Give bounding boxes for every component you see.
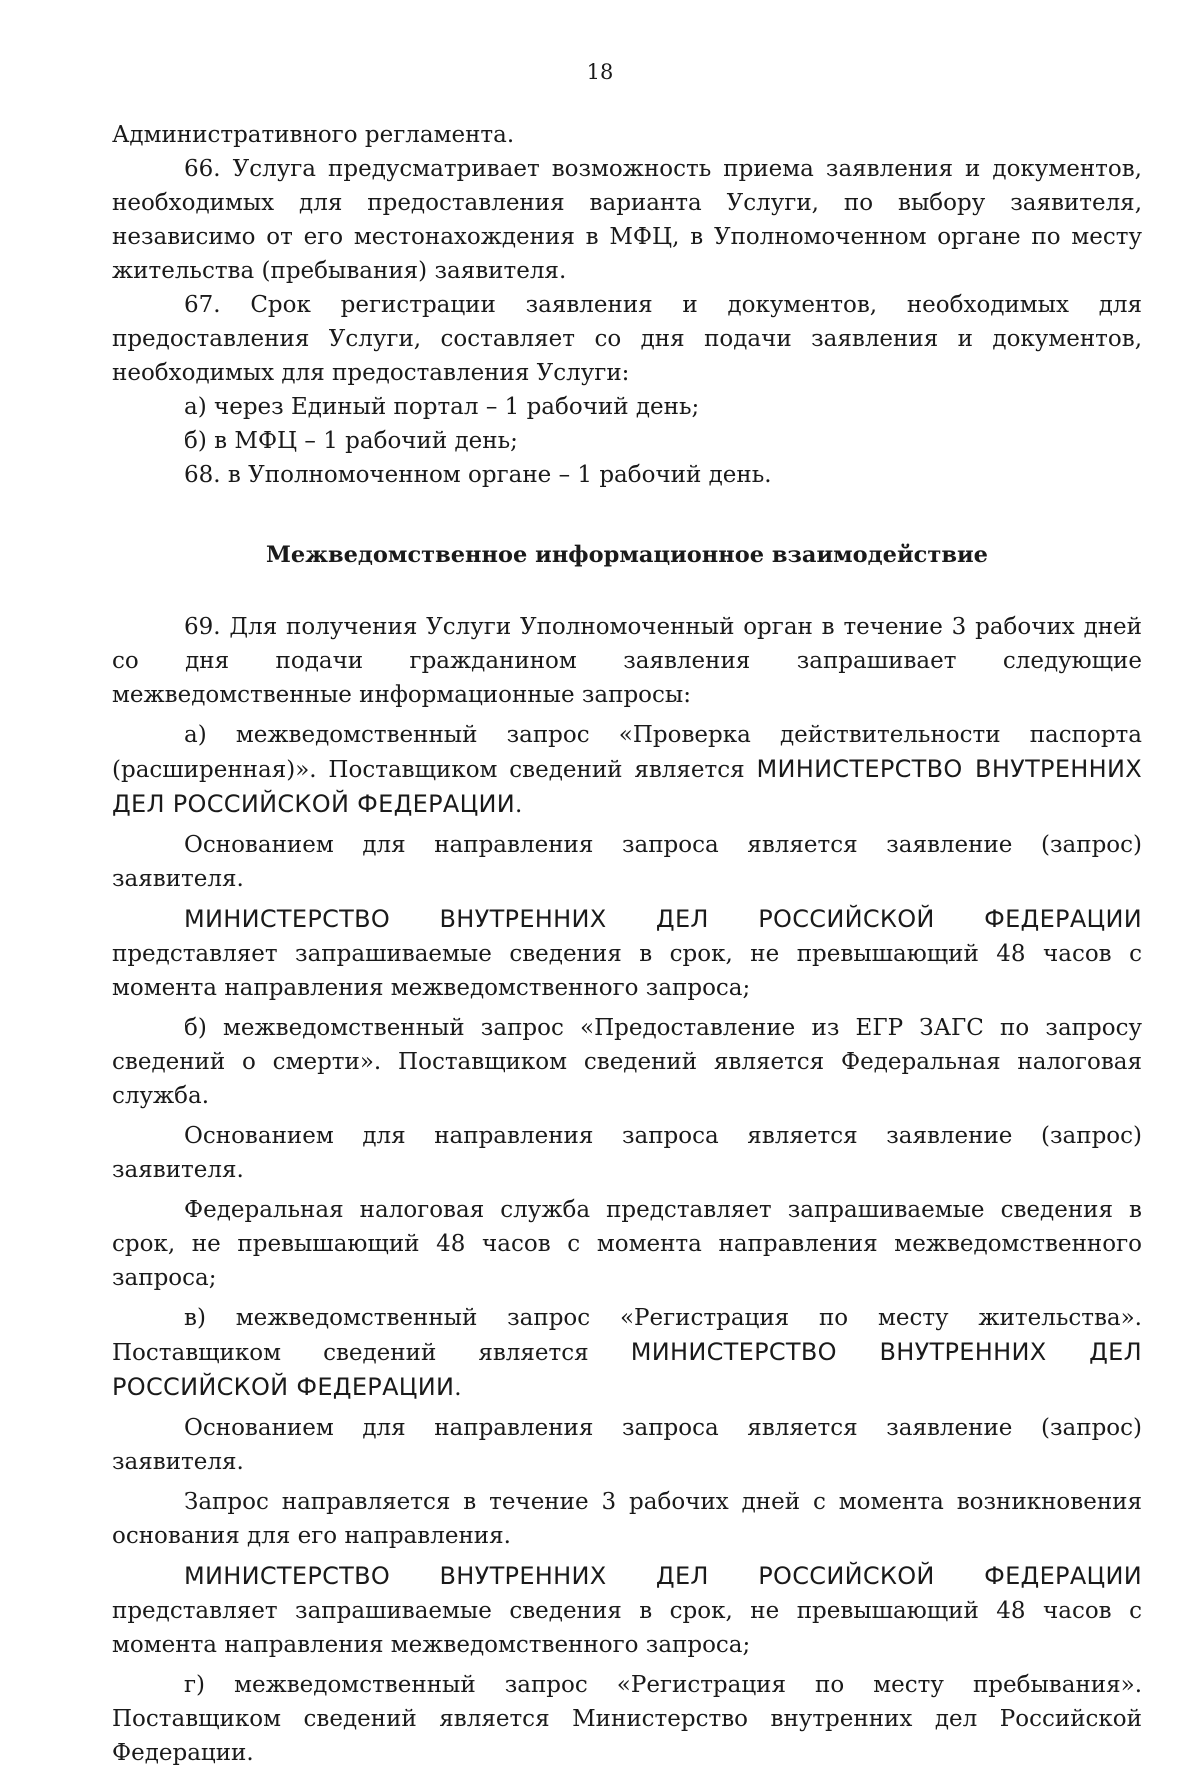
paragraph-continuation: Административного регламента. — [112, 122, 515, 148]
paragraph-69-c-timing: Запрос направляется в течение 3 рабочих дней с момента возникновения основания для его направления. — [112, 1489, 1142, 1549]
paragraph-69-b: б) межведомственный запрос «Предоставление из ЕГР ЗАГС по запросу сведений о смерти». Поставщиком сведений является Федеральная налоговая служба. — [112, 1015, 1142, 1109]
paragraph-69-c-end: . — [454, 1375, 462, 1401]
paragraph-66: 66. Услуга предусматривает возможность приема заявления и документов, необходимых для предоставления варианта Услуги, по выбору заявителя, независимо от его местонахождения в МФЦ, в Уполномоченном органе по месту жительства (пребывания) заявителя. — [112, 156, 1142, 284]
paragraph-69-b-provide: Федеральная налоговая служба представляет запрашиваемые сведения в срок, не превышающий 48 часов с момента направления межведомственного запроса; — [112, 1197, 1142, 1291]
paragraph-69-a-provide — [112, 902, 1142, 1005]
ministry-name: МИНИСТЕРСТВО ВНУТРЕННИХ ДЕЛ РОССИЙСКОЙ ФЕДЕРАЦИИ — [184, 905, 1142, 933]
ministry-name: МИНИСТЕРСТВО ВНУТРЕННИХ ДЕЛ РОССИЙСКОЙ ФЕДЕРАЦИИ — [112, 755, 1142, 818]
paragraph-69-a-provide-text: представляет запрашиваемые сведения в срок, не превышающий 48 часов с момента направления межведомственного запроса; — [112, 941, 1142, 1001]
document-body — [112, 118, 1142, 1770]
paragraph-67: 67. Срок регистрации заявления и документов, необходимых для предоставления Услуги, составляет со дня подачи заявления и документов, необходимых для предоставления Услуги: — [112, 292, 1142, 386]
page-number: 18 — [586, 60, 614, 84]
ministry-name: МИНИСТЕРСТВО ВНУТРЕННИХ ДЕЛ РОССИЙСКОЙ ФЕДЕРАЦИИ — [184, 1562, 1142, 1590]
paragraph-69-d: г) межведомственный запрос «Регистрация по месту пребывания». Поставщиком сведений является Министерство внутренних дел Российской Федерации. — [112, 1672, 1142, 1766]
paragraph-69: 69. Для получения Услуги Уполномоченный орган в течение 3 рабочих дней со дня подачи гражданином заявления запрашивает следующие межведомственные информационные запросы: — [112, 614, 1142, 708]
paragraph-69-c — [112, 1301, 1142, 1405]
paragraph-68: 68. в Уполномоченном органе – 1 рабочий день. — [184, 462, 772, 488]
paragraph-69-c-provide — [112, 1559, 1142, 1662]
paragraph-69-c-basis: Основанием для направления запроса является заявление (запрос) заявителя. — [112, 1415, 1142, 1475]
ministry-name: МИНИСТЕРСТВО ВНУТРЕННИХ ДЕЛ РОССИЙСКОЙ ФЕДЕРАЦИИ — [112, 1338, 1142, 1401]
paragraph-69-a-text: а) межведомственный запрос «Проверка действительности паспорта (расширенная)». Поставщиком сведений является — [112, 722, 1142, 783]
paragraph-69-c-text: в) межведомственный запрос «Регистрация по месту жительства». Поставщиком сведений является — [112, 1305, 1142, 1366]
paragraph-69-c-provide-text: представляет запрашиваемые сведения в срок, не превышающий 48 часов с момента направления межведомственного запроса; — [112, 1598, 1142, 1658]
paragraph-69-a — [112, 718, 1142, 822]
section-heading: Межведомственное информационное взаимодействие — [266, 542, 988, 568]
paragraph-67-b: б) в МФЦ – 1 рабочий день; — [184, 428, 518, 454]
paragraph-69-b-basis: Основанием для направления запроса является заявление (запрос) заявителя. — [112, 1123, 1142, 1183]
paragraph-69-a-end: . — [515, 792, 523, 818]
paragraph-67-a: а) через Единый портал – 1 рабочий день; — [184, 394, 700, 420]
paragraph-69-a-basis: Основанием для направления запроса является заявление (запрос) заявителя. — [112, 832, 1142, 892]
